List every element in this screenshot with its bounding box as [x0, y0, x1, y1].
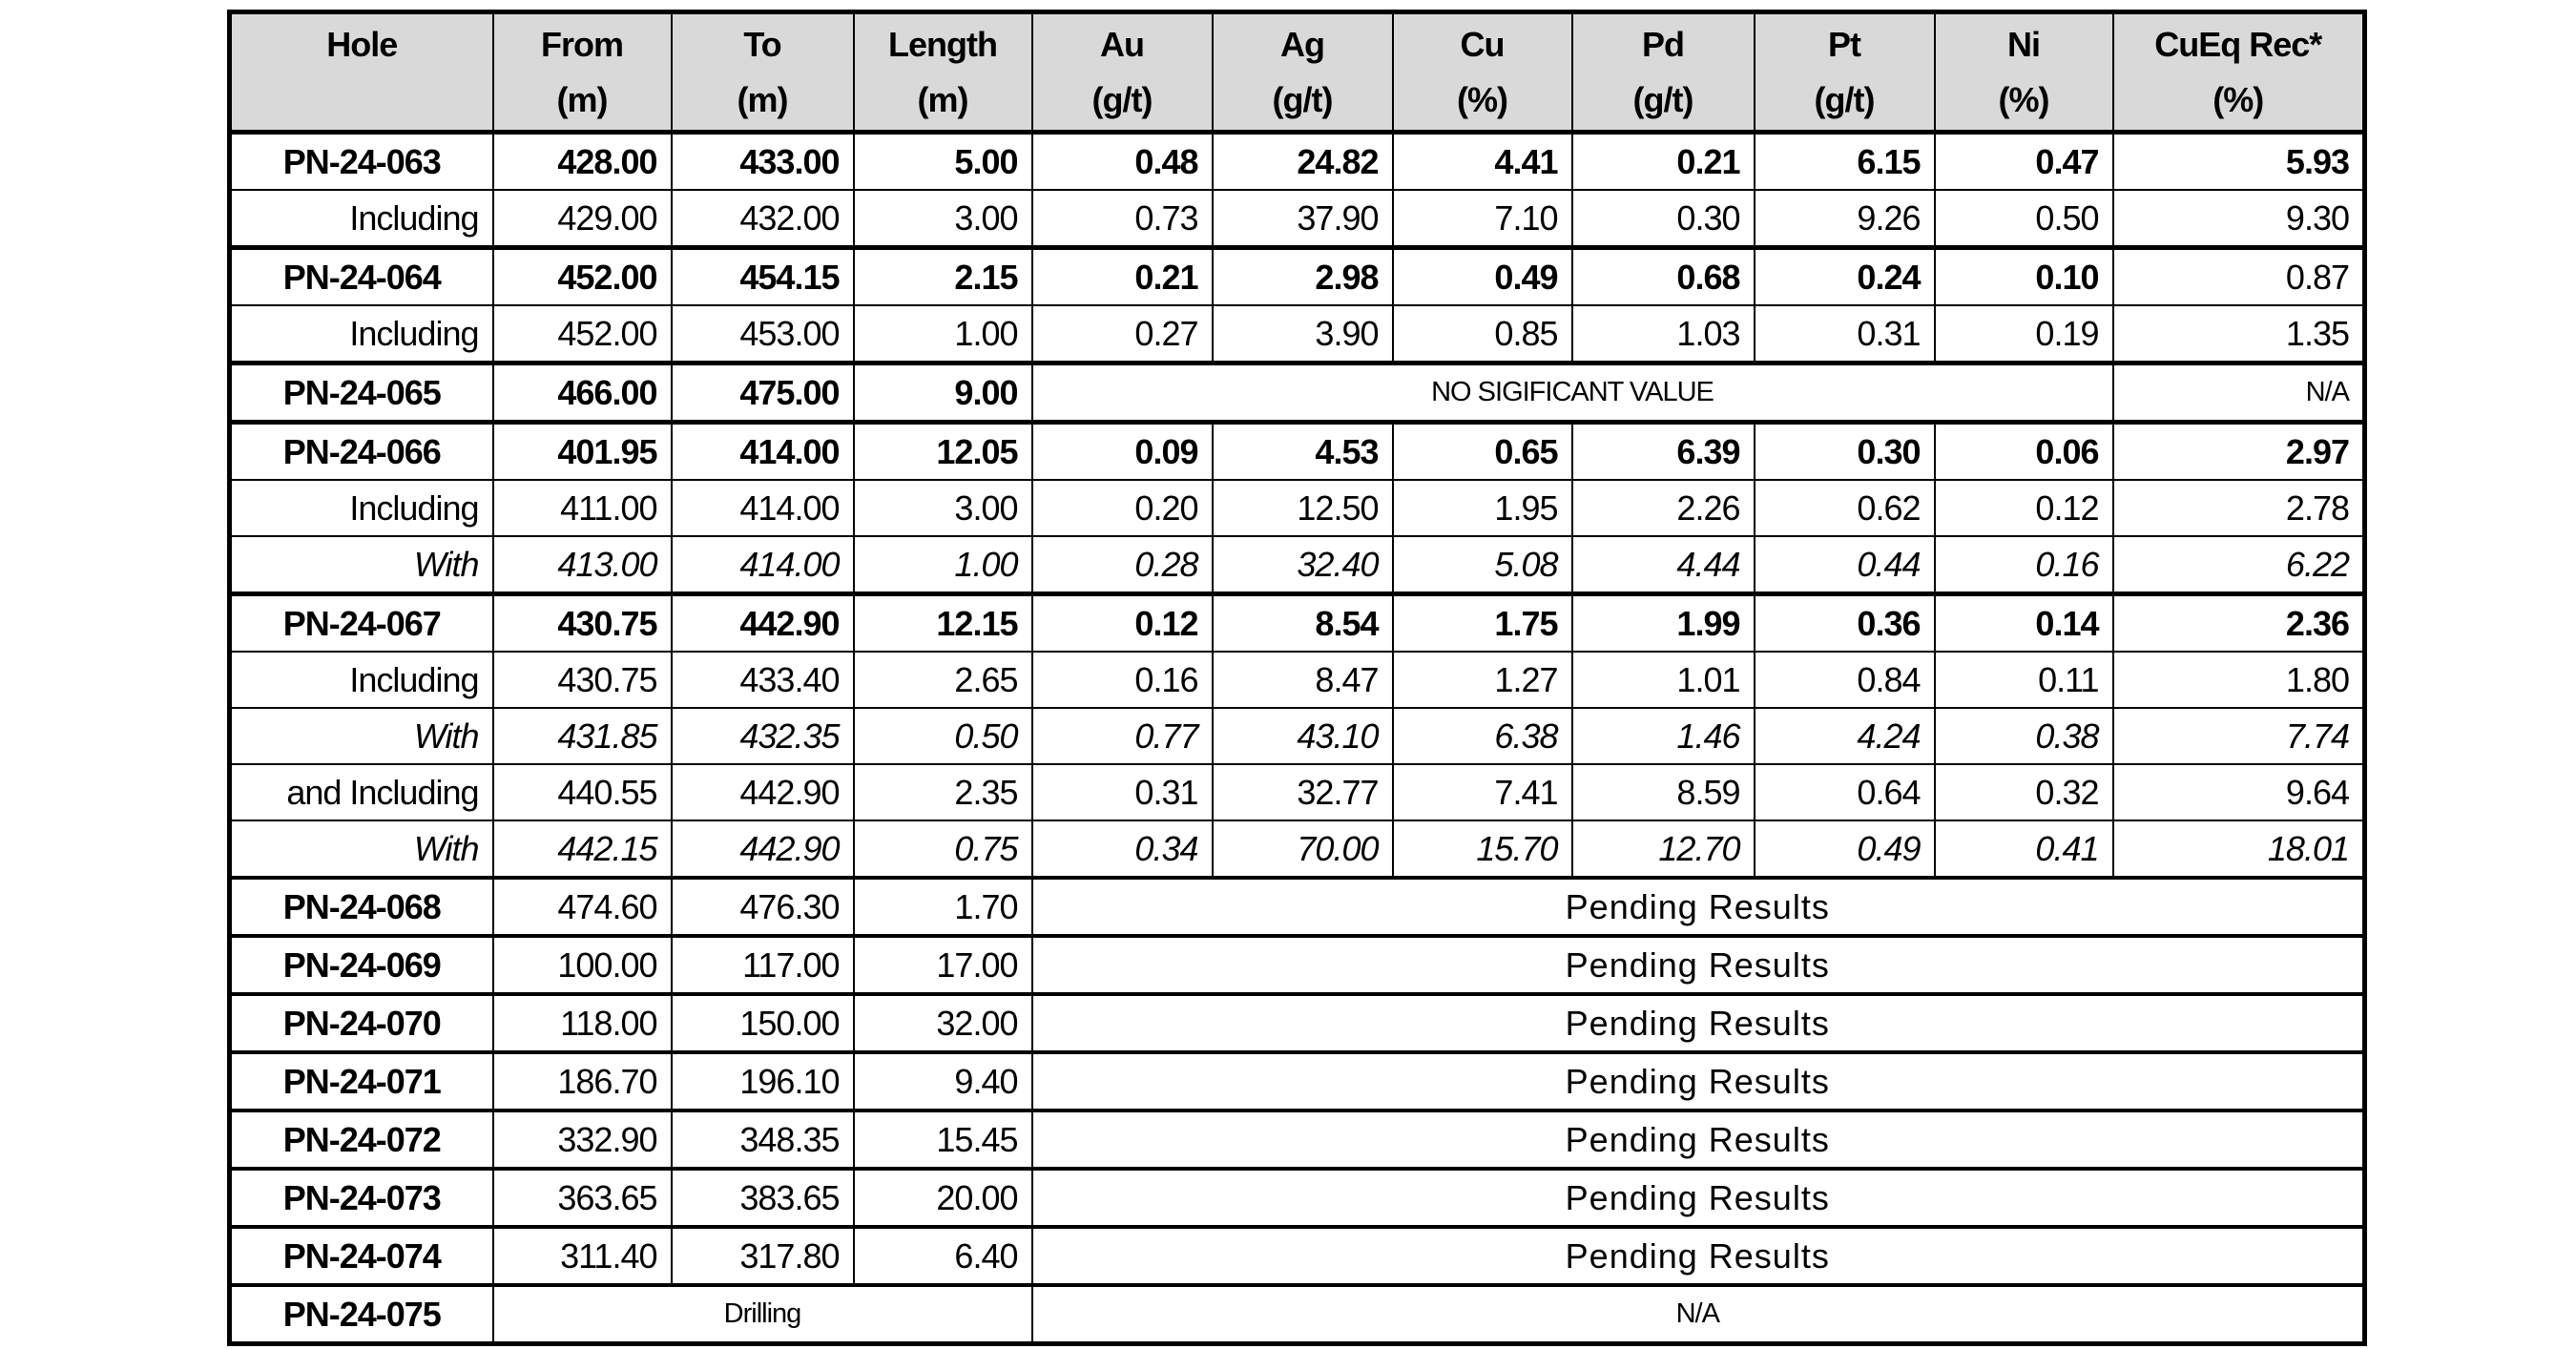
- cell-to: 383.65: [672, 1169, 854, 1227]
- table-row: [230, 536, 2365, 594]
- cell-au: 0.28: [1032, 536, 1213, 594]
- cell-pd: 8.59: [1572, 764, 1755, 820]
- cell-length: 1.00: [854, 536, 1032, 594]
- cell-ag: 3.90: [1213, 305, 1393, 363]
- cell-ag: 8.47: [1213, 652, 1393, 708]
- cell-au: 0.12: [1032, 594, 1213, 653]
- cell-to: 196.10: [672, 1052, 854, 1110]
- header-row: [230, 12, 2365, 133]
- cell-length: 17.00: [854, 936, 1032, 994]
- cell-ag: 70.00: [1213, 820, 1393, 878]
- table-row: [230, 190, 2365, 248]
- cell-au: 0.48: [1032, 133, 1213, 191]
- cell-ni: 0.12: [1935, 480, 2113, 536]
- table-row: [230, 936, 2365, 994]
- cell-hole: With: [230, 820, 493, 878]
- header-ni-line: Ni: [2007, 24, 2040, 64]
- cell-cu: 15.70: [1393, 820, 1572, 878]
- cell-ag: 2.98: [1213, 248, 1393, 306]
- table-row: [230, 1227, 2365, 1285]
- cell-cueq: 7.74: [2113, 708, 2365, 764]
- table-row: [230, 1052, 2365, 1110]
- cell-cueq: 6.22: [2113, 536, 2365, 594]
- cell-pd: 0.30: [1572, 190, 1755, 248]
- cell-length: 1.00: [854, 305, 1032, 363]
- cell-hole: PN-24-071: [230, 1052, 493, 1110]
- cell-from: 332.90: [493, 1110, 672, 1169]
- cell-ni: 0.38: [1935, 708, 2113, 764]
- header-au-line: (g/t): [1091, 79, 1153, 119]
- cell-from: 401.95: [493, 423, 672, 481]
- cell-length: 3.00: [854, 480, 1032, 536]
- cell-hole: PN-24-075: [230, 1285, 493, 1344]
- cell-au: 0.77: [1032, 708, 1213, 764]
- header-to: [672, 12, 854, 133]
- cell-length: 0.50: [854, 708, 1032, 764]
- cell-hole: With: [230, 708, 493, 764]
- cell-hole: PN-24-067: [230, 594, 493, 653]
- cell-pt: 0.31: [1755, 305, 1935, 363]
- header-ag: [1213, 12, 1393, 133]
- status-pending: Pending Results: [1032, 1110, 2365, 1169]
- cell-hole: PN-24-074: [230, 1227, 493, 1285]
- cell-ni: 0.11: [1935, 652, 2113, 708]
- header-length-line: (m): [917, 79, 968, 119]
- cell-to: 442.90: [672, 764, 854, 820]
- cell-to: 476.30: [672, 878, 854, 936]
- cell-cueq: 9.30: [2113, 190, 2365, 248]
- cell-au: 0.09: [1032, 423, 1213, 481]
- cell-hole: and Including: [230, 764, 493, 820]
- cell-from: 428.00: [493, 133, 672, 191]
- cell-au: 0.31: [1032, 764, 1213, 820]
- cell-ag: 12.50: [1213, 480, 1393, 536]
- status-pending: Pending Results: [1032, 936, 2365, 994]
- cell-pd: 0.21: [1572, 133, 1755, 191]
- cell-hole: Including: [230, 305, 493, 363]
- table-row: [230, 305, 2365, 363]
- cell-ni: 0.47: [1935, 133, 2113, 191]
- cell-cu: 0.85: [1393, 305, 1572, 363]
- cell-cu: 7.10: [1393, 190, 1572, 248]
- header-to-line: To: [743, 24, 781, 64]
- cell-hole: PN-24-063: [230, 133, 493, 191]
- status-drilling: Drilling: [493, 1285, 1032, 1344]
- cell-length: 12.05: [854, 423, 1032, 481]
- cell-length: 15.45: [854, 1110, 1032, 1169]
- cell-cu: 5.08: [1393, 536, 1572, 594]
- no-significant-value: NO SIGIFICANT VALUE: [1032, 363, 2113, 423]
- cell-to: 475.00: [672, 363, 854, 423]
- cell-to: 442.90: [672, 594, 854, 653]
- cell-hole: Including: [230, 480, 493, 536]
- cell-from: 118.00: [493, 994, 672, 1052]
- cell-pd: 12.70: [1572, 820, 1755, 878]
- cell-au: 0.20: [1032, 480, 1213, 536]
- cell-pt: 9.26: [1755, 190, 1935, 248]
- cell-hole: PN-24-065: [230, 363, 493, 423]
- cell-to: 453.00: [672, 305, 854, 363]
- header-length: [854, 12, 1032, 133]
- header-hole-line: [245, 73, 479, 128]
- cell-length: 32.00: [854, 994, 1032, 1052]
- cell-from: 442.15: [493, 820, 672, 878]
- cell-hole: PN-24-068: [230, 878, 493, 936]
- cell-ag: 37.90: [1213, 190, 1393, 248]
- table-row: [230, 708, 2365, 764]
- cell-to: 117.00: [672, 936, 854, 994]
- status-na: N/A: [1032, 1285, 2365, 1344]
- cell-ni: 0.10: [1935, 248, 2113, 306]
- cell-pt: 0.44: [1755, 536, 1935, 594]
- cell-hole: PN-24-072: [230, 1110, 493, 1169]
- cell-pt: 4.24: [1755, 708, 1935, 764]
- cell-ag: 43.10: [1213, 708, 1393, 764]
- cell-cu: 7.41: [1393, 764, 1572, 820]
- cell-hole: PN-24-073: [230, 1169, 493, 1227]
- status-pending: Pending Results: [1032, 994, 2365, 1052]
- cell-hole: PN-24-069: [230, 936, 493, 994]
- header-hole-line: Hole: [326, 24, 398, 64]
- cell-cueq: 2.97: [2113, 423, 2365, 481]
- cell-pd: 2.26: [1572, 480, 1755, 536]
- cell-from: 430.75: [493, 652, 672, 708]
- cell-ag: 24.82: [1213, 133, 1393, 191]
- cell-from: 431.85: [493, 708, 672, 764]
- cell-pd: 1.03: [1572, 305, 1755, 363]
- table-row: [230, 878, 2365, 936]
- cell-pt: 0.30: [1755, 423, 1935, 481]
- cell-ni: 0.06: [1935, 423, 2113, 481]
- header-pd: [1572, 12, 1755, 133]
- cell-ni: 0.19: [1935, 305, 2113, 363]
- cell-to: 317.80: [672, 1227, 854, 1285]
- cell-to: 348.35: [672, 1110, 854, 1169]
- cell-au: 0.34: [1032, 820, 1213, 878]
- status-pending: Pending Results: [1032, 1227, 2365, 1285]
- cell-ag: 4.53: [1213, 423, 1393, 481]
- cell-ni: 0.16: [1935, 536, 2113, 594]
- cell-to: 442.90: [672, 820, 854, 878]
- header-pd-line: (g/t): [1632, 79, 1693, 119]
- cell-to: 432.35: [672, 708, 854, 764]
- cell-cu: 1.75: [1393, 594, 1572, 653]
- cell-length: 2.65: [854, 652, 1032, 708]
- cell-ni: 0.32: [1935, 764, 2113, 820]
- cell-from: 186.70: [493, 1052, 672, 1110]
- table-row: [230, 652, 2365, 708]
- cell-au: 0.21: [1032, 248, 1213, 306]
- header-from: [493, 12, 672, 133]
- cell-cu: 4.41: [1393, 133, 1572, 191]
- table-row: [230, 994, 2365, 1052]
- cell-cueq: 1.80: [2113, 652, 2365, 708]
- cell-hole: Including: [230, 652, 493, 708]
- cell-pt: 0.62: [1755, 480, 1935, 536]
- cell-cueq: 5.93: [2113, 133, 2365, 191]
- cell-ag: 32.77: [1213, 764, 1393, 820]
- cell-au: 0.27: [1032, 305, 1213, 363]
- table-row: [230, 248, 2365, 306]
- cell-length: 0.75: [854, 820, 1032, 878]
- cell-length: 6.40: [854, 1227, 1032, 1285]
- cell-cu: 0.49: [1393, 248, 1572, 306]
- cell-cueq: 9.64: [2113, 764, 2365, 820]
- table-row: [230, 594, 2365, 653]
- table-row: [230, 133, 2365, 191]
- status-pending: Pending Results: [1032, 1052, 2365, 1110]
- cell-length: 9.40: [854, 1052, 1032, 1110]
- header-ag-line: (g/t): [1272, 79, 1333, 119]
- cell-pt: 0.49: [1755, 820, 1935, 878]
- cell-length: 12.15: [854, 594, 1032, 653]
- cell-length: 9.00: [854, 363, 1032, 423]
- header-from-line: (m): [556, 79, 608, 119]
- cell-hole: Including: [230, 190, 493, 248]
- cell-length: 3.00: [854, 190, 1032, 248]
- cell-cueq: 2.36: [2113, 594, 2365, 653]
- cell-pd: 1.01: [1572, 652, 1755, 708]
- header-ag-line: Ag: [1280, 24, 1324, 64]
- cell-from: 363.65: [493, 1169, 672, 1227]
- cell-length: 5.00: [854, 133, 1032, 191]
- header-pd-line: Pd: [1641, 24, 1684, 64]
- cell-length: 20.00: [854, 1169, 1032, 1227]
- cell-to: 414.00: [672, 423, 854, 481]
- cell-pd: 1.99: [1572, 594, 1755, 653]
- header-pt-line: (g/t): [1814, 79, 1875, 119]
- cell-ni: 0.50: [1935, 190, 2113, 248]
- header-to-line: (m): [737, 79, 788, 119]
- cell-length: 2.15: [854, 248, 1032, 306]
- cell-pt: 0.84: [1755, 652, 1935, 708]
- cell-pd: 6.39: [1572, 423, 1755, 481]
- cell-to: 454.15: [672, 248, 854, 306]
- cell-to: 414.00: [672, 480, 854, 536]
- header-cueq-line: CuEq Rec*: [2154, 24, 2322, 64]
- cell-ag: 8.54: [1213, 594, 1393, 653]
- cell-cu: 1.95: [1393, 480, 1572, 536]
- header-cu-line: Cu: [1460, 24, 1505, 64]
- cell-from: 100.00: [493, 936, 672, 994]
- table-row: [230, 363, 2365, 423]
- cell-pd: 0.68: [1572, 248, 1755, 306]
- cell-from: 466.00: [493, 363, 672, 423]
- cell-cu: 6.38: [1393, 708, 1572, 764]
- header-length-line: Length: [888, 24, 997, 64]
- cell-cueq: N/A: [2113, 363, 2365, 423]
- cell-from: 452.00: [493, 305, 672, 363]
- table-row: [230, 480, 2365, 536]
- status-pending: Pending Results: [1032, 1169, 2365, 1227]
- cell-pt: 0.36: [1755, 594, 1935, 653]
- status-pending: Pending Results: [1032, 878, 2365, 936]
- header-from-line: From: [541, 24, 623, 64]
- header-au-line: Au: [1100, 24, 1144, 64]
- cell-to: 432.00: [672, 190, 854, 248]
- header-ni-line: (%): [1998, 79, 2049, 119]
- cell-pt: 0.24: [1755, 248, 1935, 306]
- cell-length: 2.35: [854, 764, 1032, 820]
- table-row: [230, 1110, 2365, 1169]
- cell-to: 150.00: [672, 994, 854, 1052]
- cell-pt: 6.15: [1755, 133, 1935, 191]
- table-row: [230, 423, 2365, 481]
- cell-pd: 1.46: [1572, 708, 1755, 764]
- table-row: [230, 820, 2365, 878]
- table-row: [230, 1169, 2365, 1227]
- cell-hole: PN-24-066: [230, 423, 493, 481]
- cell-from: 429.00: [493, 190, 672, 248]
- header-hole: [230, 12, 493, 133]
- cell-pd: 4.44: [1572, 536, 1755, 594]
- drill-results-table: [227, 10, 2367, 1346]
- cell-hole: PN-24-070: [230, 994, 493, 1052]
- cell-from: 411.00: [493, 480, 672, 536]
- cell-hole: PN-24-064: [230, 248, 493, 306]
- header-cueq-line: (%): [2212, 79, 2264, 119]
- cell-cueq: 18.01: [2113, 820, 2365, 878]
- header-cueq: [2113, 12, 2365, 133]
- cell-ni: 0.14: [1935, 594, 2113, 653]
- header-cu: [1393, 12, 1572, 133]
- cell-cu: 1.27: [1393, 652, 1572, 708]
- header-ni: [1935, 12, 2113, 133]
- cell-au: 0.73: [1032, 190, 1213, 248]
- cell-to: 414.00: [672, 536, 854, 594]
- table-row: [230, 764, 2365, 820]
- table-row: [230, 1285, 2365, 1344]
- cell-from: 452.00: [493, 248, 672, 306]
- cell-cueq: 0.87: [2113, 248, 2365, 306]
- cell-from: 311.40: [493, 1227, 672, 1285]
- header-cu-line: (%): [1457, 79, 1507, 119]
- cell-au: 0.16: [1032, 652, 1213, 708]
- cell-from: 474.60: [493, 878, 672, 936]
- cell-to: 433.00: [672, 133, 854, 191]
- header-au: [1032, 12, 1213, 133]
- header-pt: [1755, 12, 1935, 133]
- cell-ni: 0.41: [1935, 820, 2113, 878]
- cell-to: 433.40: [672, 652, 854, 708]
- header-pt-line: Pt: [1828, 24, 1860, 64]
- cell-cu: 0.65: [1393, 423, 1572, 481]
- cell-length: 1.70: [854, 878, 1032, 936]
- cell-from: 413.00: [493, 536, 672, 594]
- cell-ag: 32.40: [1213, 536, 1393, 594]
- cell-cueq: 1.35: [2113, 305, 2365, 363]
- cell-hole: With: [230, 536, 493, 594]
- cell-from: 430.75: [493, 594, 672, 653]
- cell-from: 440.55: [493, 764, 672, 820]
- cell-pt: 0.64: [1755, 764, 1935, 820]
- cell-cueq: 2.78: [2113, 480, 2365, 536]
